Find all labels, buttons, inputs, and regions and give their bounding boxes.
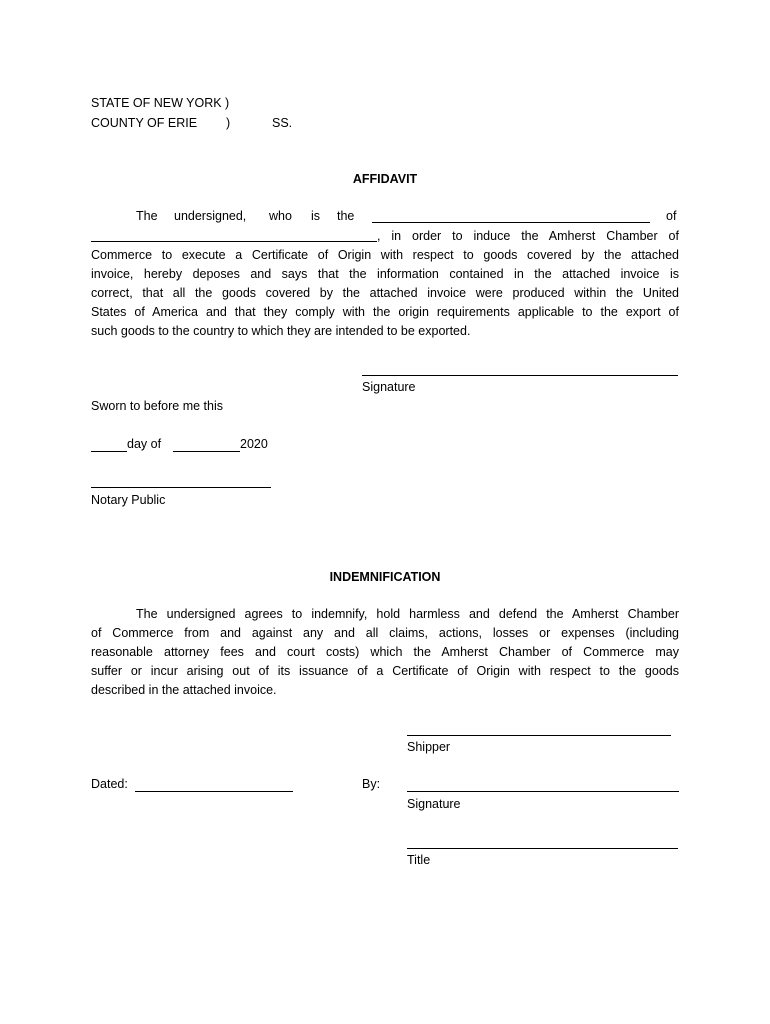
affidavit-word-the: The	[136, 209, 158, 223]
affidavit-body-line: correct, that all the goods covered by the attached invoice were produced within the United	[91, 286, 679, 300]
affidavit-body-line: Commerce to execute a Certificate of Origin with respect to goods covered by the attached	[91, 248, 679, 262]
indemnification-title: INDEMNIFICATION	[329, 570, 441, 584]
ss-label: SS.	[272, 116, 293, 130]
title-label: Title	[407, 853, 431, 867]
shipper-label: Shipper	[407, 740, 451, 754]
company-name-blank[interactable]	[91, 241, 377, 242]
day-of-label: day of	[127, 437, 162, 451]
by-signature-label: Signature	[407, 797, 461, 811]
shipper-line[interactable]	[407, 735, 671, 736]
affidavit-body-line: States of America and that they comply with the origin requirements applicable to the export of	[91, 305, 679, 319]
affidavit-word-the-2: the	[337, 209, 355, 223]
county-paren: )	[226, 116, 231, 130]
title-line[interactable]	[407, 848, 678, 849]
indemnification-body-line: suffer or incur arising out of its issuance of a Certificate of Origin with respect to the goods	[91, 664, 679, 678]
by-signature-line[interactable]	[407, 791, 679, 792]
indemnification-body-line: The undersigned agrees to indemnify, hold harmless and defend the Amherst Chamber	[136, 607, 679, 621]
affidavit-body	[91, 246, 679, 341]
day-blank[interactable]	[91, 451, 127, 452]
affidavit-word-who: who	[269, 209, 292, 223]
state-line: STATE OF NEW YORK )	[91, 96, 230, 110]
affiant-title-blank[interactable]	[372, 222, 650, 223]
affidavit-word-of: of	[666, 209, 677, 223]
notary-public-label: Notary Public	[91, 493, 166, 507]
affidavit-line2-text: , in order to induce the Amherst Chamber of	[377, 229, 679, 243]
affidavit-word-undersigned: undersigned,	[174, 209, 247, 223]
indemnification-body-line: of Commerce from and against any and all claims, actions, losses or expenses (including	[91, 626, 679, 640]
sworn-text: Sworn to before me this	[91, 399, 224, 413]
affidavit-title: AFFIDAVIT	[352, 172, 418, 186]
month-blank[interactable]	[173, 451, 240, 452]
notary-signature-line[interactable]	[91, 487, 271, 488]
affidavit-body-line: invoice, hereby deposes and says that the information contained in the attached invoice is	[91, 267, 679, 281]
affiant-signature-label: Signature	[362, 380, 416, 394]
affidavit-word-is: is	[311, 209, 321, 223]
year-label: 2020	[240, 437, 268, 451]
indemnification-body-line: reasonable attorney fees and court costs) which the Amherst Chamber of Commerce may	[91, 645, 679, 659]
by-label: By:	[362, 777, 381, 791]
dated-label: Dated:	[91, 777, 128, 791]
indemnification-body-line: described in the attached invoice.	[91, 683, 277, 697]
affiant-signature-line[interactable]	[362, 375, 678, 376]
county-label: COUNTY OF ERIE	[91, 116, 198, 130]
affidavit-body-line: such goods to the country to which they are intended to be exported.	[91, 324, 471, 338]
indemnification-body	[91, 605, 679, 700]
dated-blank[interactable]	[135, 791, 293, 792]
